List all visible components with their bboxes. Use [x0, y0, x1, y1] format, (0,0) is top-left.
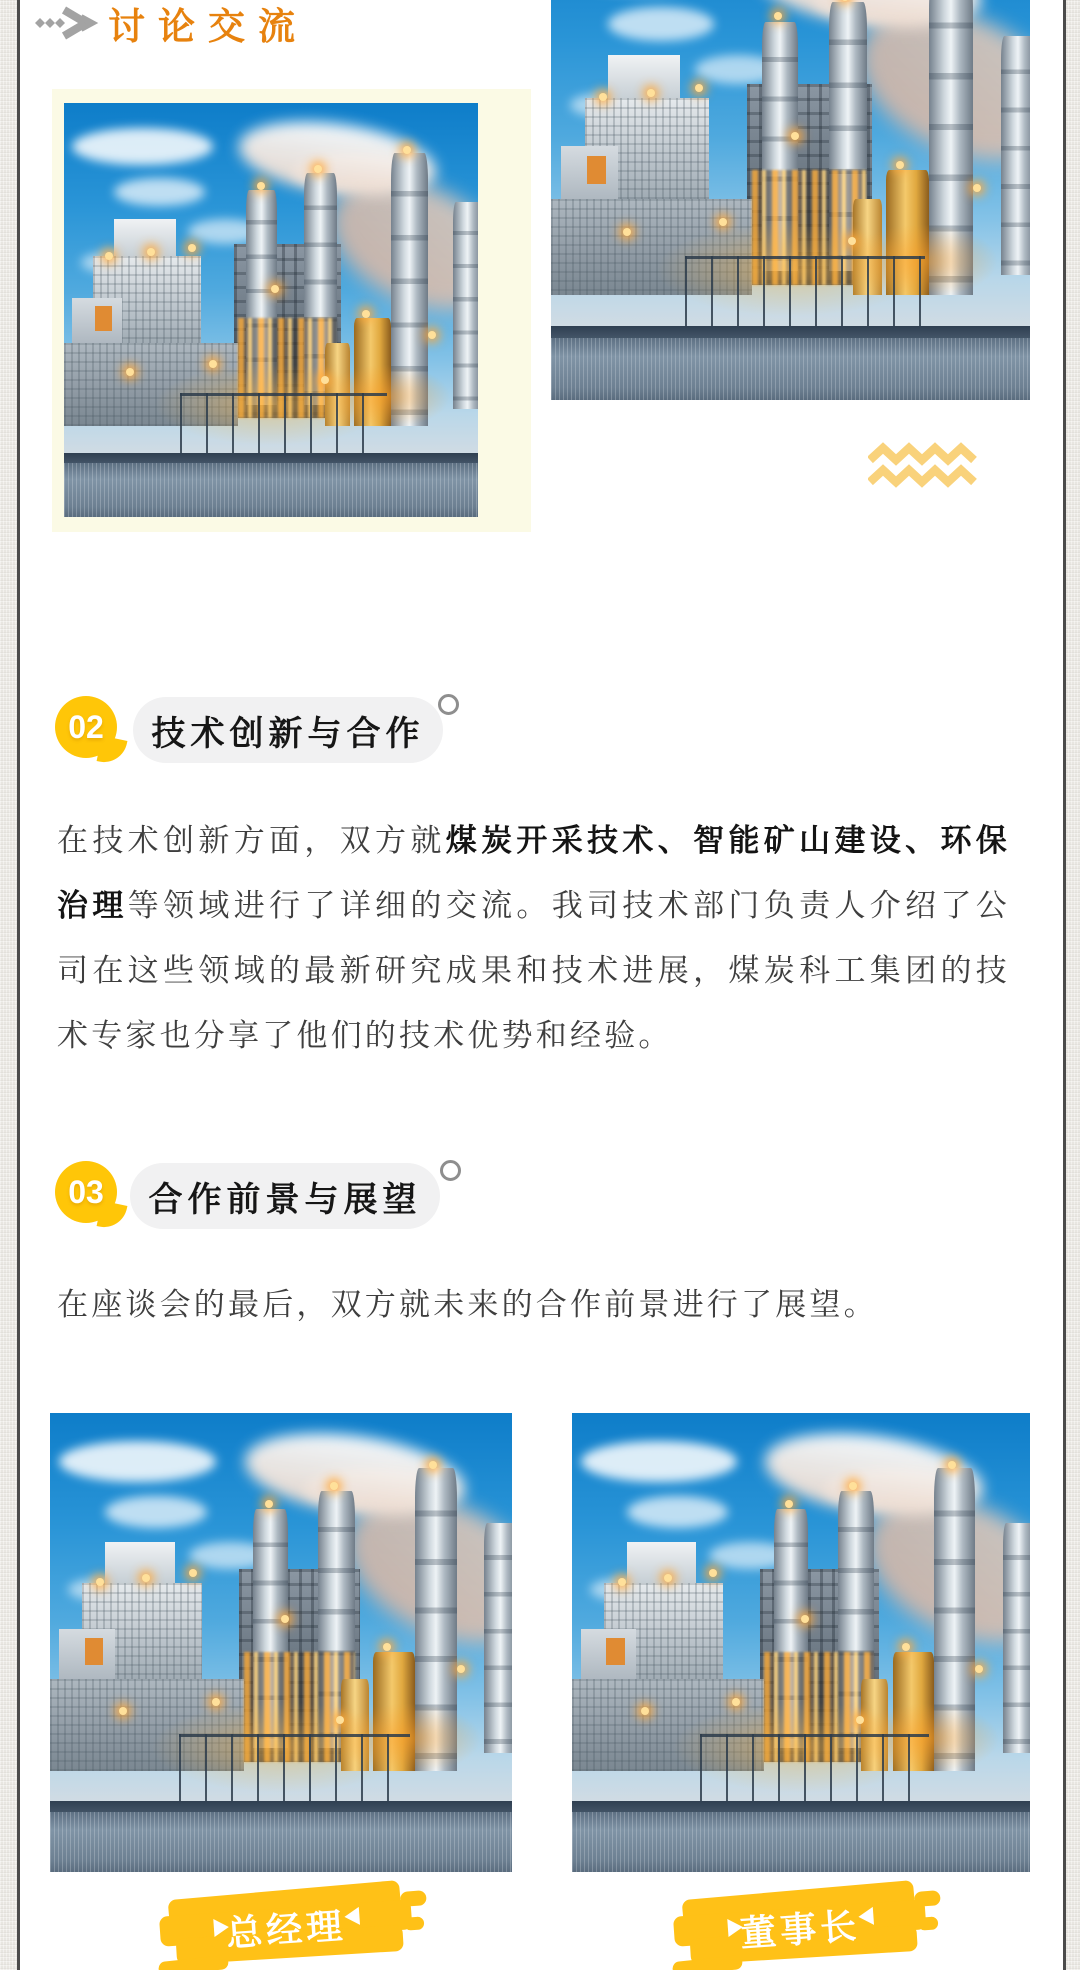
plant-light: [948, 1461, 956, 1469]
building-block: [627, 1542, 696, 1588]
section-title: 技术创新与合作: [151, 714, 425, 753]
cloud: [72, 128, 213, 165]
plant-photo-bottom-right: [572, 1413, 1030, 1872]
plant-light: [664, 1574, 672, 1582]
cloud: [581, 1441, 737, 1482]
orange-accent-box: [95, 306, 112, 331]
gravel-ground: [551, 338, 1030, 400]
plant-light: [641, 1707, 649, 1715]
section-02-title-pill: [133, 697, 443, 763]
section-title: 合作前景与展望: [148, 1180, 422, 1219]
plant-light: [896, 161, 904, 169]
plant-photo-scene: [50, 1413, 512, 1872]
plant-light: [126, 368, 134, 376]
plant-photo-scene: [572, 1413, 1030, 1872]
building-block: [114, 219, 176, 260]
plant-light: [849, 1482, 857, 1490]
plant-light: [429, 1461, 437, 1469]
plant-light: [856, 1716, 864, 1724]
plant-photo-scene: [551, 0, 1030, 400]
paragraph-text: 在技术创新方面，双方就: [57, 823, 446, 858]
photo-caption: 董事长: [738, 1904, 862, 1954]
plant-light: [774, 12, 782, 20]
plant-light: [695, 84, 703, 92]
gravel-ground: [50, 1812, 512, 1872]
plant-light: [209, 360, 217, 368]
building-block: [608, 55, 680, 103]
section-header-title: 讨论交流: [108, 6, 308, 47]
small-circle-ornament: [440, 1160, 461, 1181]
plant-light: [147, 248, 155, 256]
plant-photo-left: [64, 103, 478, 517]
cloud: [627, 1496, 728, 1528]
plant-light: [189, 1569, 197, 1577]
plant-light: [719, 218, 727, 226]
photo-caption: 总经理: [224, 1904, 348, 1954]
section-header: [34, 2, 308, 47]
plant-light: [330, 1482, 338, 1490]
steel-framework: [685, 256, 925, 336]
section-number: 02: [55, 696, 117, 758]
plant-light: [257, 182, 265, 190]
paragraph-text: 在座谈会的最后，双方就未来的合作前景进行了展望。: [57, 1287, 878, 1322]
plant-light: [647, 89, 655, 97]
plant-light: [281, 1615, 289, 1623]
plant-light: [623, 228, 631, 236]
zigzag-decoration: [868, 440, 982, 495]
steel-framework: [180, 393, 387, 462]
plant-photo-right-cropped: [551, 0, 1030, 400]
orange-accent-box: [587, 156, 606, 185]
plant-photo-scene: [64, 103, 478, 517]
small-circle-ornament: [438, 694, 459, 715]
plant-light: [457, 1665, 465, 1673]
paragraph-bold-text: 煤炭开采技术、智能矿山建设、环保治理: [57, 823, 1011, 923]
plant-light: [973, 184, 981, 192]
plant-light: [791, 132, 799, 140]
steel-framework: [700, 1734, 929, 1810]
cloud: [59, 1441, 216, 1482]
plant-light: [212, 1698, 220, 1706]
cloud: [608, 7, 713, 41]
plant-photo-right-inner: [551, 0, 1030, 400]
cloud: [105, 1496, 207, 1528]
dashed-arrow-right-icon: [34, 5, 100, 41]
paragraph-tech-innovation: [57, 808, 1010, 1068]
orange-accent-box: [606, 1638, 624, 1666]
building-block: [105, 1542, 174, 1588]
plant-light: [188, 244, 196, 252]
plant-photo-bottom-left: [50, 1413, 512, 1872]
plant-light: [428, 331, 436, 339]
plant-light: [902, 1643, 910, 1651]
cloud: [114, 178, 205, 207]
paragraph-text: 等领域进行了详细的交流。我司技术部门负责人介绍了公司在这些领域的最新研究成果和技术进展，煤炭科工集团的技术专家也分享了他们的技术优势和经验。: [57, 888, 1011, 1053]
plant-light: [732, 1698, 740, 1706]
plant-light: [321, 376, 329, 384]
plant-light: [618, 1578, 626, 1586]
left-border-line: [17, 0, 20, 1970]
section-03-title-pill: [130, 1163, 440, 1229]
orange-accent-box: [85, 1638, 103, 1666]
gravel-ground: [64, 463, 478, 517]
plant-light: [801, 1615, 809, 1623]
gravel-ground: [572, 1812, 1030, 1872]
section-number: 03: [55, 1161, 117, 1223]
section-02-badge: [55, 696, 145, 786]
plant-light: [383, 1643, 391, 1651]
paragraph-outlook: [57, 1272, 1010, 1337]
steel-framework: [179, 1734, 410, 1810]
plant-light: [265, 1500, 273, 1508]
right-border-line: [1063, 0, 1066, 1970]
